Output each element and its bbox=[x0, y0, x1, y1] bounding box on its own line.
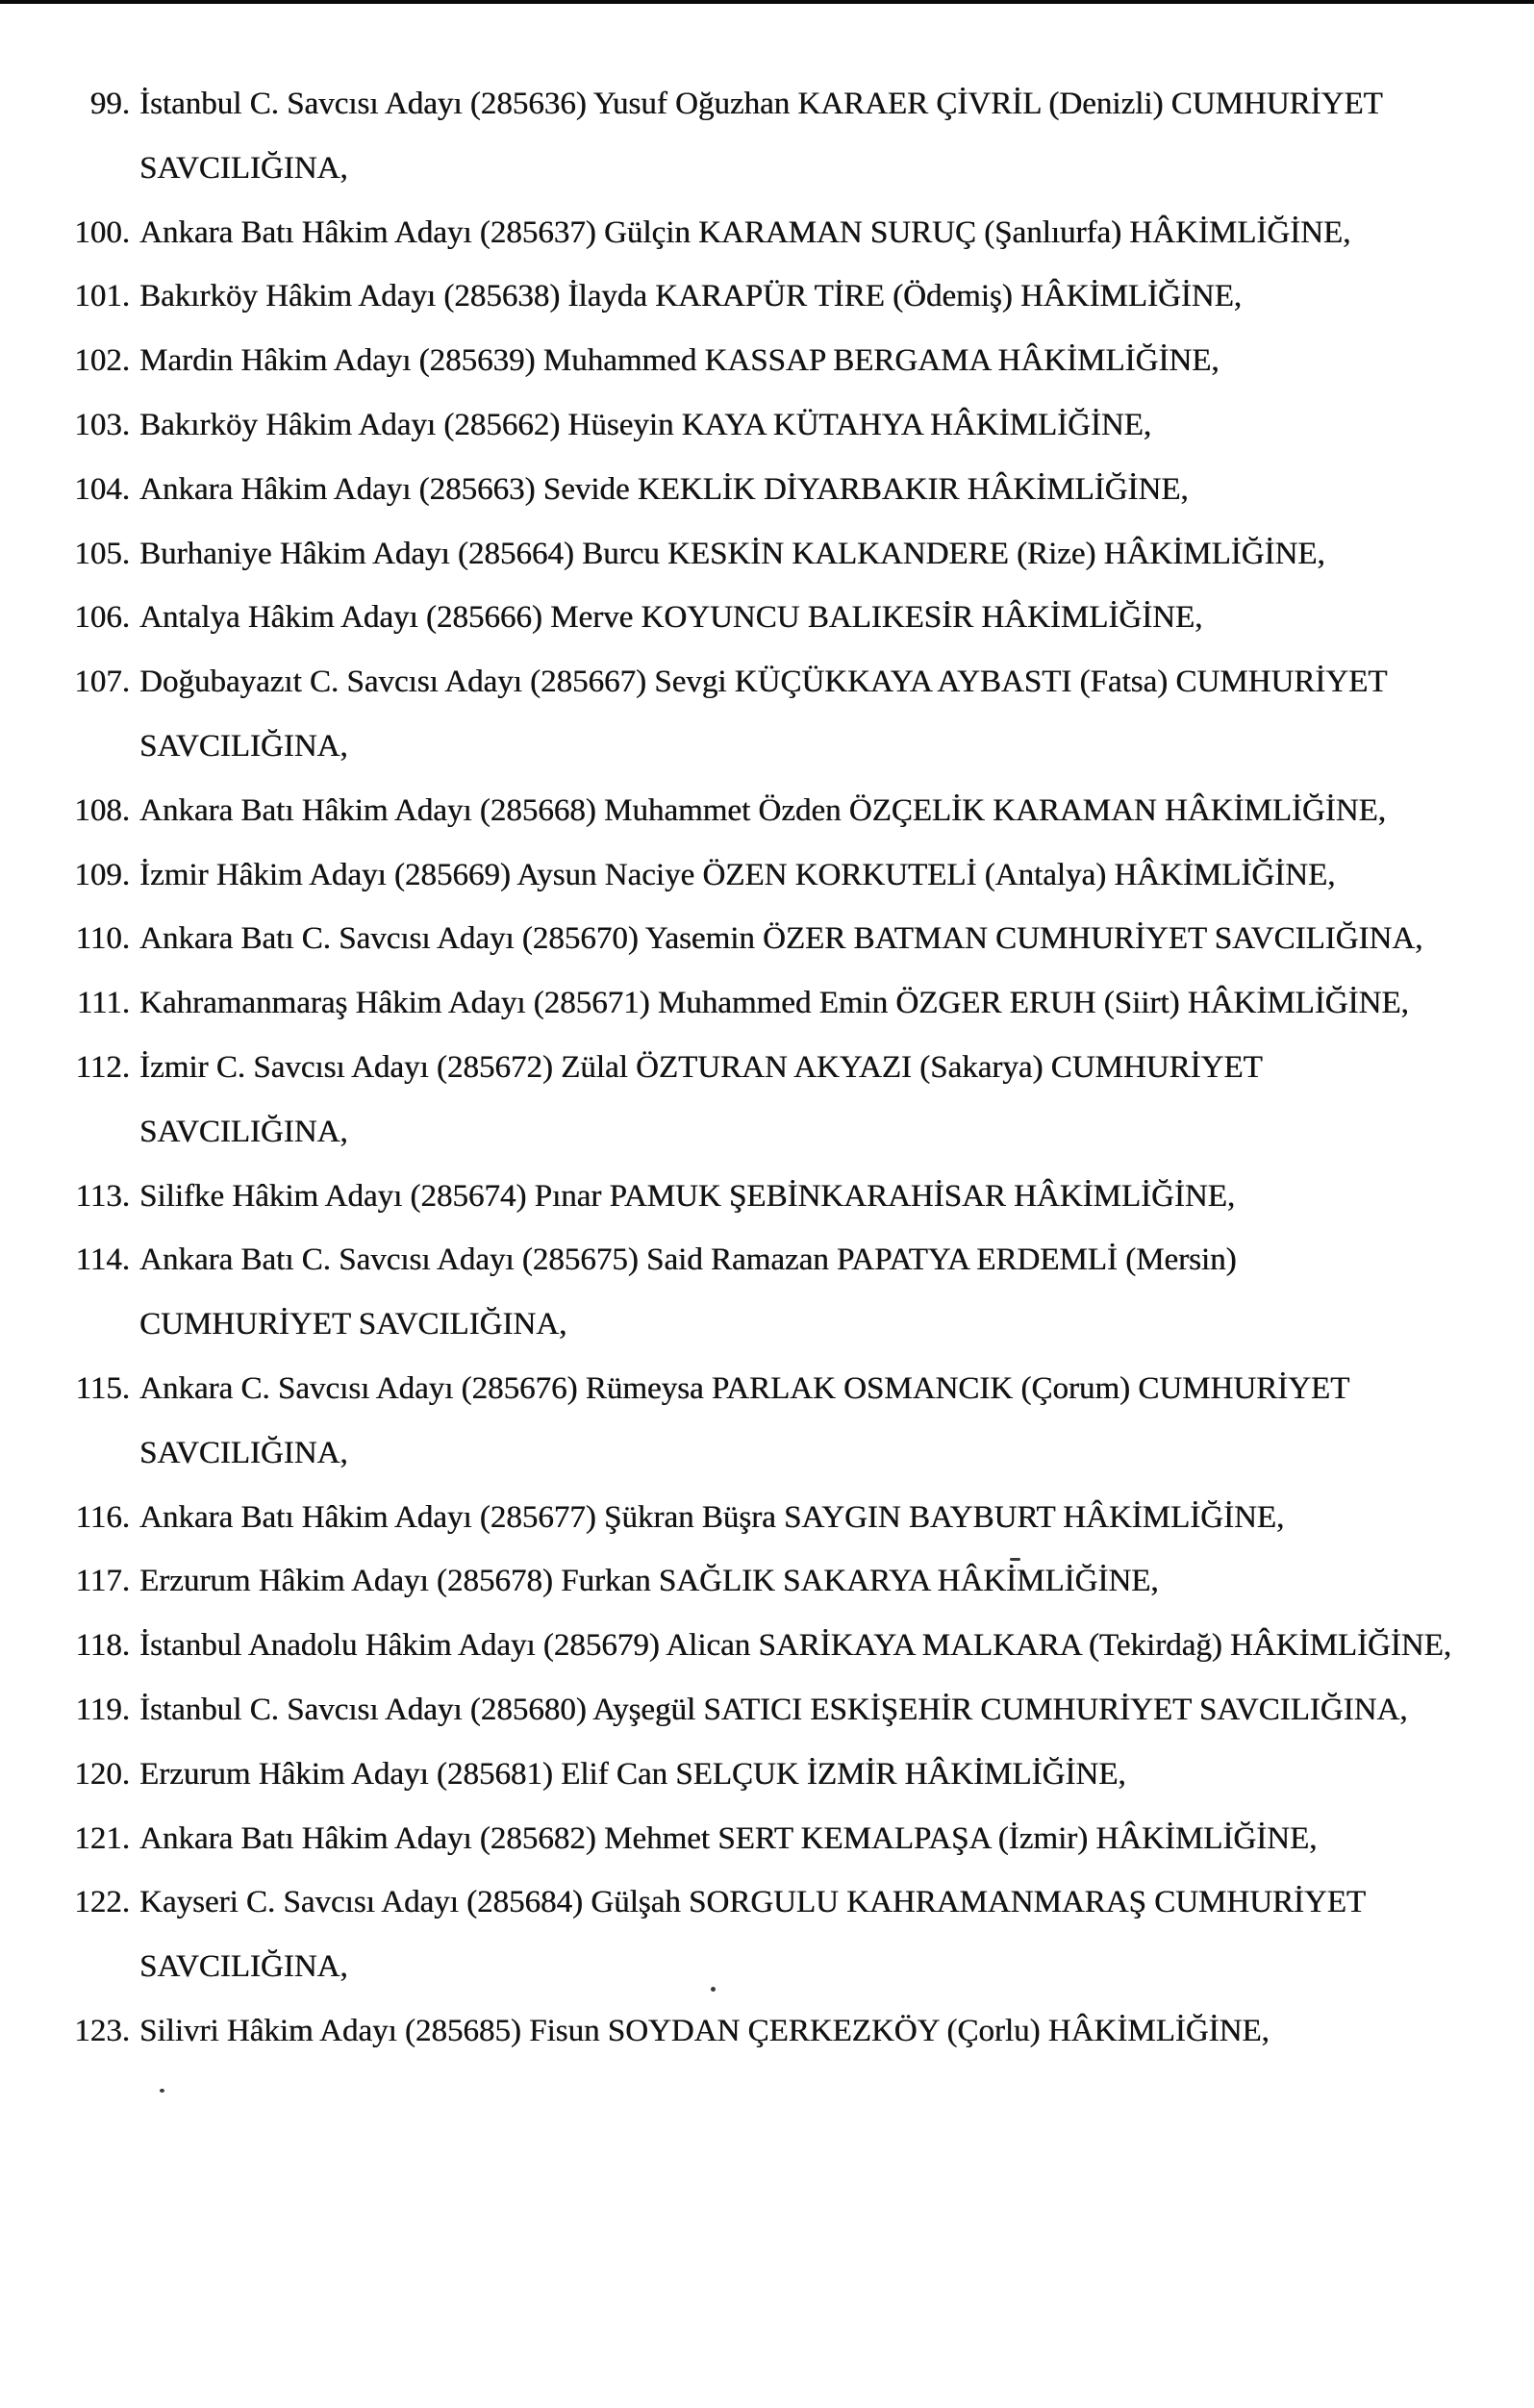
item-number: 122. bbox=[74, 1885, 130, 1920]
item-number: 105. bbox=[74, 536, 130, 571]
item-line: Ankara Batı C. Savcısı Adayı (285675) Said Ramazan PAPATYA ERDEMLİ (Mersin) bbox=[139, 1242, 1237, 1278]
item-number: 106. bbox=[74, 600, 130, 636]
item-text bbox=[130, 1228, 1237, 1357]
item-line: Ankara Batı Hâkim Adayı (285637) Gülçin KARAMAN SURUÇ (Şanlıurfa) HÂKİMLİĞİNE, bbox=[139, 214, 1351, 250]
item-number: 121. bbox=[74, 1820, 130, 1856]
item-text bbox=[130, 907, 1422, 971]
item-text bbox=[130, 1549, 1159, 1614]
list-item bbox=[0, 1357, 1534, 1486]
list-item bbox=[0, 393, 1534, 458]
list-item bbox=[0, 1036, 1534, 1165]
item-number: 108. bbox=[74, 792, 130, 828]
item-line: Burhaniye Hâkim Adayı (285664) Burcu KESKİN KALKANDERE (Rize) HÂKİMLİĞİNE, bbox=[139, 536, 1325, 571]
item-number: 120. bbox=[74, 1756, 130, 1792]
item-line: İstanbul Anadolu Hâkim Adayı (285679) Alican SARİKAYA MALKARA (Tekirdağ) HÂKİMLİĞİNE, bbox=[139, 1628, 1451, 1664]
item-line: Silifke Hâkim Adayı (285674) Pınar PAMUK ŞEBİNKARAHİSAR HÂKİMLİĞİNE, bbox=[139, 1178, 1236, 1214]
list-item bbox=[0, 1165, 1534, 1229]
item-text bbox=[130, 1999, 1270, 2064]
item-text bbox=[130, 522, 1325, 587]
item-line: SAVCILIĞINA, bbox=[139, 150, 348, 186]
item-number: 111. bbox=[76, 986, 130, 1021]
item-line: İstanbul C. Savcısı Adayı (285680) Ayşegül SATICI ESKİŞEHİR CUMHURİYET SAVCILIĞINA, bbox=[139, 1692, 1408, 1727]
item-number: 110. bbox=[75, 921, 130, 957]
item-number: 116. bbox=[75, 1499, 130, 1535]
list-item bbox=[0, 1486, 1534, 1550]
item-text bbox=[130, 586, 1202, 650]
item-line: Ankara Hâkim Adayı (285663) Sevide KEKLİK DİYARBAKIR HÂKİMLİĞİNE, bbox=[139, 471, 1189, 507]
list-item bbox=[0, 72, 1534, 201]
item-number: 113. bbox=[75, 1178, 130, 1214]
list-item bbox=[0, 264, 1534, 329]
item-line: İzmir C. Savcısı Adayı (285672) Zülal ÖZTURAN AKYAZI (Sakarya) CUMHURİYET bbox=[139, 1049, 1263, 1085]
item-line: Bakırköy Hâkim Adayı (285662) Hüseyin KAYA KÜTAHYA HÂKİMLİĞİNE, bbox=[139, 407, 1152, 442]
item-number: 117. bbox=[75, 1564, 130, 1599]
item-text bbox=[130, 1614, 1451, 1678]
item-line: Silivri Hâkim Adayı (285685) Fisun SOYDAN ÇERKEZKÖY (Çorlu) HÂKİMLİĞİNE, bbox=[139, 2013, 1270, 2048]
item-number: 115. bbox=[75, 1370, 130, 1406]
item-text bbox=[130, 971, 1409, 1036]
item-text bbox=[130, 393, 1151, 458]
list-item bbox=[0, 971, 1534, 1036]
item-text bbox=[130, 264, 1242, 329]
list-item bbox=[0, 1999, 1534, 2064]
item-line: Ankara C. Savcısı Adayı (285676) Rümeysa PARLAK OSMANCIK (Çorum) CUMHURİYET bbox=[139, 1370, 1350, 1406]
item-line: İstanbul C. Savcısı Adayı (285636) Yusuf Oğuzhan KARAER ÇİVRİL (Denizli) CUMHURİYET bbox=[139, 87, 1383, 121]
scan-speck-artifact bbox=[1010, 1558, 1020, 1561]
item-line: İzmir Hâkim Adayı (285669) Aysun Naciye ÖZEN KORKUTELİ (Antalya) HÂKİMLİĞİNE, bbox=[139, 857, 1336, 892]
item-line: Doğubayazıt C. Savcısı Adayı (285667) Sevgi KÜÇÜKKAYA AYBASTI (Fatsa) CUMHURİYET bbox=[139, 665, 1388, 700]
item-text bbox=[130, 1036, 1263, 1165]
item-line: Ankara Batı Hâkim Adayı (285677) Şükran Büşra SAYGIN BAYBURT HÂKİMLİĞİNE, bbox=[139, 1499, 1285, 1535]
scan-speck-artifact bbox=[711, 1987, 716, 1992]
item-text bbox=[130, 1870, 1366, 1999]
list-item bbox=[0, 458, 1534, 522]
list-item bbox=[0, 843, 1534, 908]
item-text bbox=[130, 1486, 1284, 1550]
item-text bbox=[130, 1678, 1408, 1743]
item-text bbox=[130, 201, 1350, 265]
item-text bbox=[130, 779, 1386, 843]
list-item bbox=[0, 1807, 1534, 1871]
list-item bbox=[0, 1678, 1534, 1743]
appointment-list bbox=[0, 72, 1534, 2064]
item-line: Ankara Batı C. Savcısı Adayı (285670) Yasemin ÖZER BATMAN CUMHURİYET SAVCILIĞINA, bbox=[139, 921, 1423, 957]
scan-edge-artifact bbox=[0, 0, 1534, 4]
list-item bbox=[0, 329, 1534, 393]
list-item bbox=[0, 201, 1534, 265]
item-line: Antalya Hâkim Adayı (285666) Merve KOYUNCU BALIKESİR HÂKİMLİĞİNE, bbox=[139, 600, 1203, 636]
list-item bbox=[0, 907, 1534, 971]
item-number: 100. bbox=[74, 214, 130, 250]
item-number: 112. bbox=[75, 1049, 130, 1085]
item-line: Mardin Hâkim Adayı (285639) Muhammed KASSAP BERGAMA HÂKİMLİĞİNE, bbox=[139, 343, 1220, 379]
list-item bbox=[0, 522, 1534, 587]
item-line: Kahramanmaraş Hâkim Adayı (285671) Muhammed Emin ÖZGER ERUH (Siirt) HÂKİMLİĞİNE, bbox=[139, 986, 1409, 1021]
item-number: 114. bbox=[75, 1242, 130, 1278]
item-number: 107. bbox=[74, 665, 130, 700]
item-number: 123. bbox=[74, 2013, 130, 2048]
list-item bbox=[0, 1614, 1534, 1678]
item-text bbox=[130, 1743, 1126, 1807]
item-number: 101. bbox=[74, 279, 130, 314]
item-text bbox=[130, 458, 1189, 522]
item-number: 99. bbox=[89, 87, 130, 121]
item-text bbox=[130, 843, 1335, 908]
item-line: SAVCILIĞINA, bbox=[139, 1114, 348, 1149]
item-number: 119. bbox=[75, 1692, 130, 1727]
item-text bbox=[130, 1807, 1317, 1871]
item-line: Ankara Batı Hâkim Adayı (285682) Mehmet SERT KEMALPAŞA (İzmir) HÂKİMLİĞİNE, bbox=[139, 1820, 1318, 1856]
item-number: 104. bbox=[74, 471, 130, 507]
item-number: 102. bbox=[74, 343, 130, 379]
item-text bbox=[130, 1357, 1349, 1486]
item-text bbox=[130, 650, 1387, 779]
scan-speck-artifact bbox=[160, 2089, 164, 2093]
item-line: SAVCILIĞINA, bbox=[139, 728, 348, 764]
item-text bbox=[130, 72, 1383, 201]
item-line: SAVCILIĞINA, bbox=[139, 1435, 348, 1470]
list-item bbox=[0, 779, 1534, 843]
list-item bbox=[0, 1549, 1534, 1614]
item-text bbox=[130, 1165, 1235, 1229]
item-text bbox=[130, 329, 1220, 393]
item-line: Kayseri C. Savcısı Adayı (285684) Gülşah SORGULU KAHRAMANMARAŞ CUMHURİYET bbox=[139, 1885, 1367, 1920]
list-item bbox=[0, 1870, 1534, 1999]
item-line: Erzurum Hâkim Adayı (285681) Elif Can SELÇUK İZMİR HÂKİMLİĞİNE, bbox=[139, 1756, 1126, 1792]
item-line: SAVCILIĞINA, bbox=[139, 1949, 348, 1985]
item-line: CUMHURİYET SAVCILIĞINA, bbox=[139, 1307, 567, 1342]
list-item bbox=[0, 1228, 1534, 1357]
list-item bbox=[0, 1743, 1534, 1807]
item-line: Ankara Batı Hâkim Adayı (285668) Muhammet Özden ÖZÇELİK KARAMAN HÂKİMLİĞİNE, bbox=[139, 792, 1386, 828]
list-item bbox=[0, 586, 1534, 650]
item-number: 103. bbox=[74, 407, 130, 442]
item-line: Erzurum Hâkim Adayı (285678) Furkan SAĞLIK SAKARYA HÂKİMLİĞİNE, bbox=[139, 1564, 1159, 1599]
item-number: 118. bbox=[75, 1628, 130, 1664]
item-number: 109. bbox=[74, 857, 130, 892]
item-line: Bakırköy Hâkim Adayı (285638) İlayda KARAPÜR TİRE (Ödemiş) HÂKİMLİĞİNE, bbox=[139, 279, 1242, 314]
list-item bbox=[0, 650, 1534, 779]
